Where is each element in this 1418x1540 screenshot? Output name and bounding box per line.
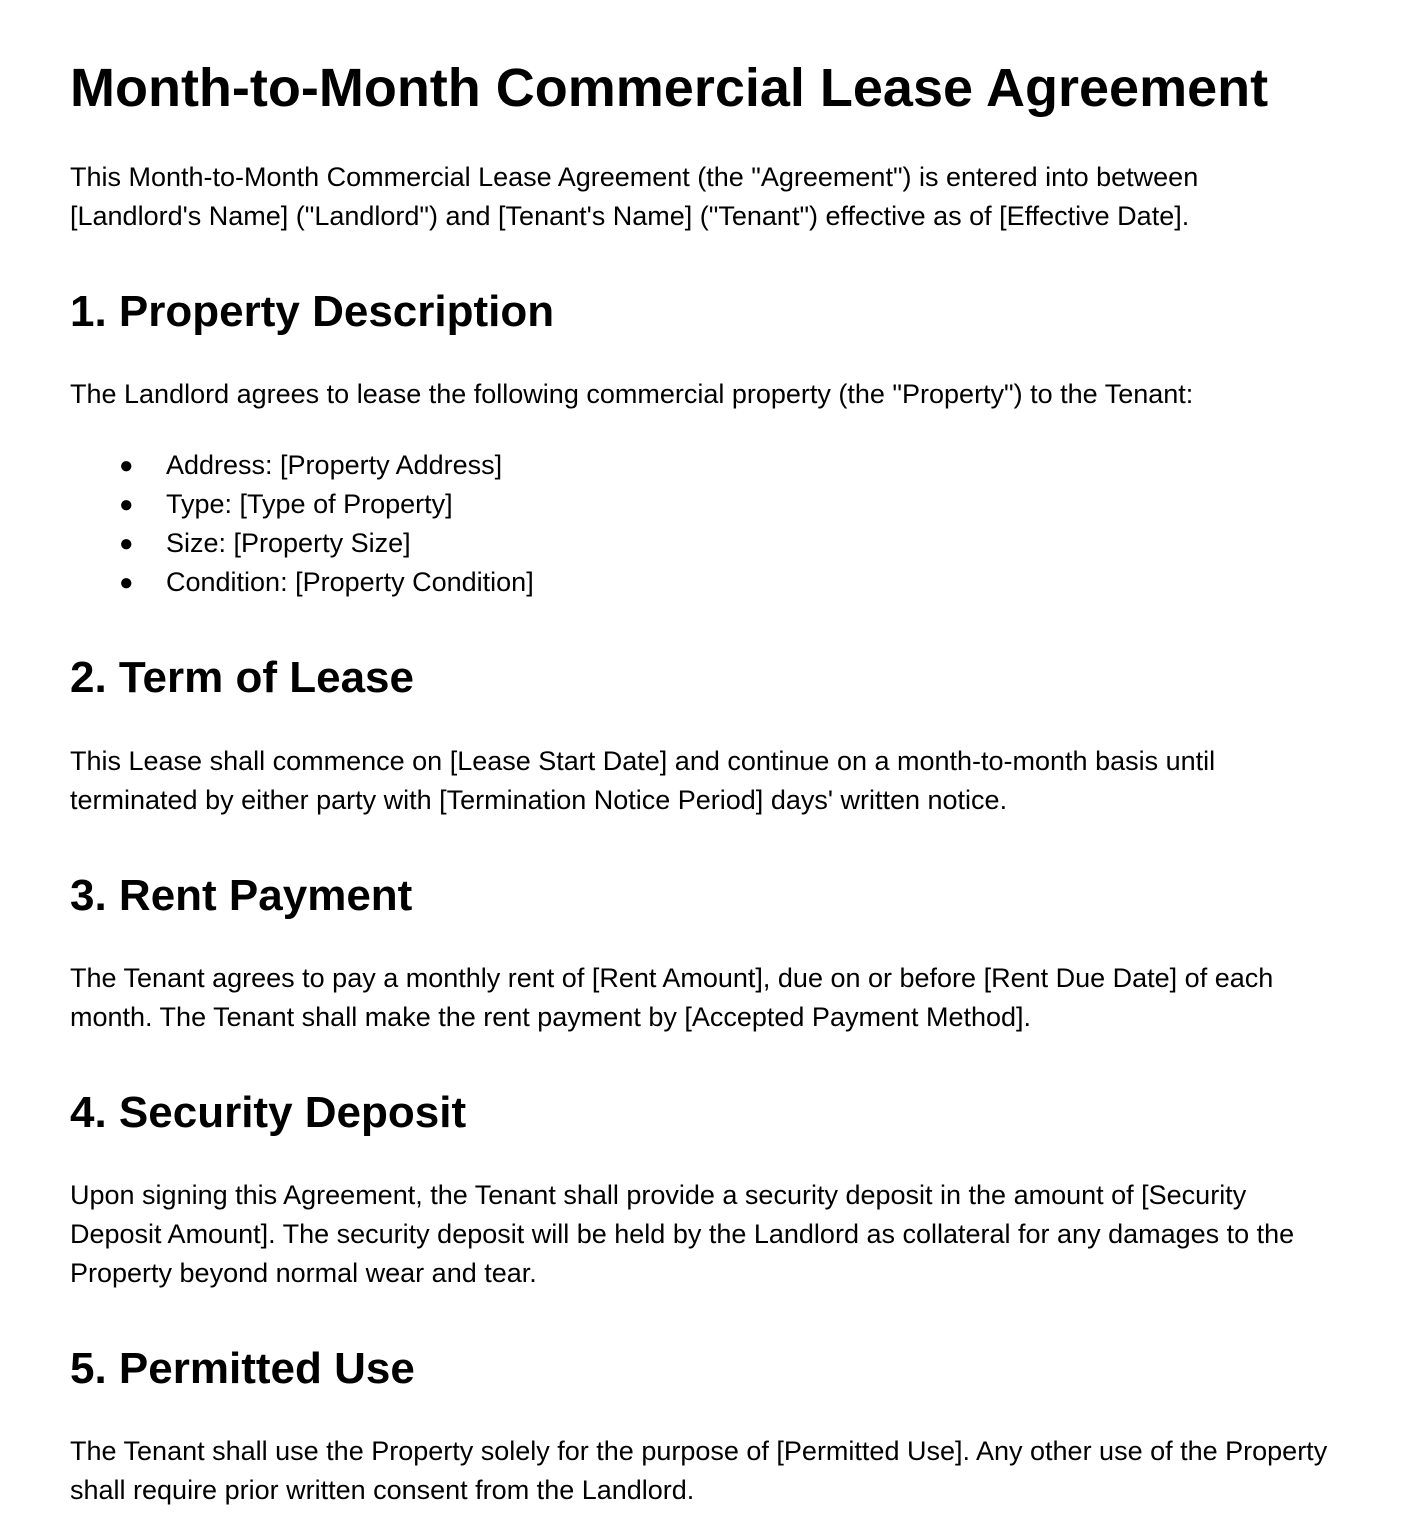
section-heading-security-deposit: 4. Security Deposit [70,1088,467,1137]
section-body-security-deposit: Upon signing this Agreement, the Tenant shall provide a security deposit in the amount of [Security Deposit Amount]. The security deposit will be held by the Landlord as collateral for any damages to the Property beyond normal wear and tear. [70,1180,1295,1288]
document-title: Month-to-Month Commercial Lease Agreement [70,58,1269,118]
list-item-text: Condition: [Property Condition] [166,567,534,597]
section-heading-permitted-use: 5. Permitted Use [70,1344,415,1393]
list-item [70,446,534,485]
section-body-rent-payment: The Tenant agrees to pay a monthly rent of [Rent Amount], due on or before [Rent Due Date] of each month. The Tenant shall make the rent payment by [Accepted Payment Method]. [70,963,1274,1032]
list-item [70,563,534,602]
section-body-property-description: The Landlord agrees to lease the following commercial property (the "Property") to the Tenant: [70,379,1194,409]
section-body-permitted-use: The Tenant shall use the Property solely for the purpose of [Permitted Use]. Any other use of the Property shall require prior written consent from the Landlord. [70,1436,1328,1505]
section-heading-rent-payment: 3. Rent Payment [70,871,413,920]
list-item-text: Type: [Type of Property] [166,489,453,519]
section-body-term-of-lease: This Lease shall commence on [Lease Start Date] and continue on a month-to-month basis until terminated by either party with [Termination Notice Period] days' written notice. [70,746,1216,815]
intro-paragraph: This Month-to-Month Commercial Lease Agreement (the "Agreement") is entered into between [Landlord's Name] ("Landlord") and [Tenant's Name] ("Tenant") effective as of [Effective Date]. [70,162,1199,231]
list-item [70,485,534,524]
property-details-list [70,446,534,602]
list-item-text: Size: [Property Size] [166,528,411,558]
bullet-icon: ● [119,569,134,596]
list-item-text: Address: [Property Address] [166,450,503,480]
section-heading-term-of-lease: 2. Term of Lease [70,653,414,702]
bullet-icon: ● [119,452,134,479]
list-item [70,524,534,563]
bullet-icon: ● [119,491,134,518]
section-heading-property-description: 1. Property Description [70,287,555,336]
bullet-icon: ● [119,530,134,557]
